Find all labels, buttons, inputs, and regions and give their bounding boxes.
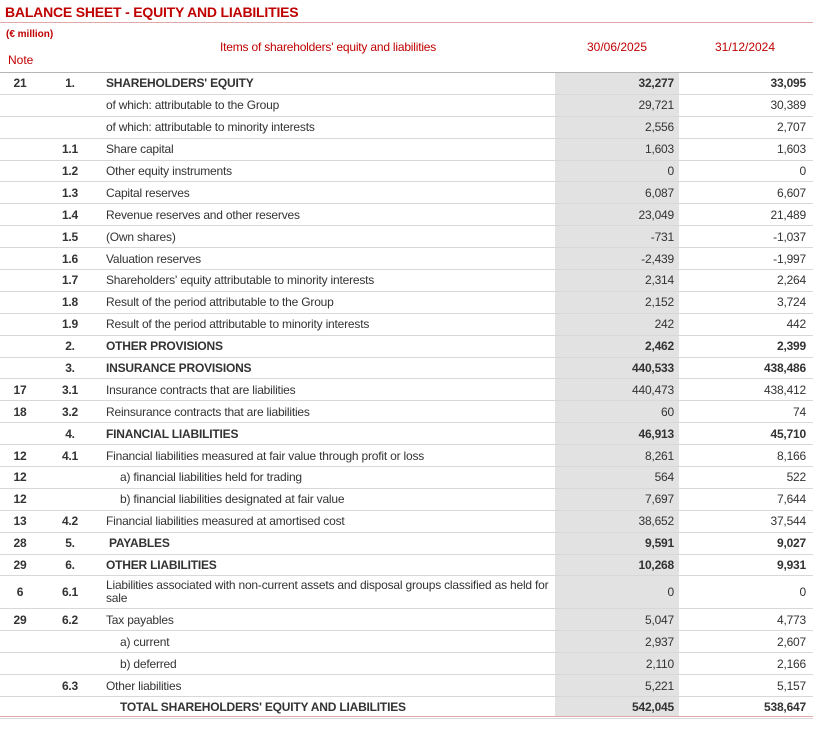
note-cell [0, 423, 40, 444]
item-label-cell: Share capital [106, 142, 174, 157]
table-row [0, 226, 813, 248]
value-30-06-2025-cell: 10,268 [638, 558, 674, 573]
table-row [0, 139, 813, 161]
item-number-cell: 1. [65, 76, 75, 91]
value-30-06-2025-cell: 2,556 [644, 120, 674, 135]
value-30-06-2025-cell: 2,937 [644, 634, 674, 649]
item-number-cell: 1.4 [61, 207, 79, 222]
item-number-cell [52, 653, 88, 674]
table-row [0, 95, 813, 117]
note-cell [0, 204, 40, 225]
value-30-06-2025-cell: 46,913 [638, 426, 674, 441]
value-31-12-2024-cell: 2,707 [776, 120, 806, 135]
table-row [0, 511, 813, 533]
table-row [0, 336, 813, 358]
note-cell [0, 631, 40, 652]
table-row [0, 675, 813, 697]
item-number-cell [52, 489, 88, 510]
item-label-cell: Other equity instruments [106, 164, 232, 178]
value-30-06-2025-cell: 440,533 [632, 361, 674, 376]
note-cell [0, 336, 40, 357]
table-row [0, 182, 813, 204]
table-row [0, 270, 813, 292]
item-number-cell: 1.2 [61, 164, 79, 178]
value-30-06-2025-cell: 7,697 [644, 492, 674, 507]
value-30-06-2025-cell: 60 [661, 404, 674, 419]
note-cell [0, 697, 40, 718]
note-cell [0, 270, 40, 291]
item-label-cell: Shareholders' equity attributable to minority interests [106, 273, 375, 288]
value-30-06-2025-cell: 5,047 [644, 612, 674, 627]
value-30-06-2025-cell: 2,462 [644, 339, 674, 354]
value-31-12-2024-cell: 1,603 [776, 142, 806, 157]
value-30-06-2025-cell: 32,277 [638, 76, 674, 91]
note-cell [0, 117, 40, 138]
table-row [0, 489, 813, 511]
item-label-cell: PAYABLES [109, 536, 170, 551]
item-number-cell [52, 117, 88, 138]
value-30-06-2025-cell: -731 [650, 229, 674, 244]
table-row [0, 609, 813, 631]
note-cell [0, 292, 40, 313]
item-number-cell: 5. [65, 536, 75, 551]
value-30-06-2025-cell: 1,603 [644, 142, 674, 157]
note-cell [0, 653, 40, 674]
value-30-06-2025-cell: 38,652 [638, 514, 674, 529]
item-number-cell [52, 697, 88, 718]
item-number-cell: 6.2 [61, 612, 79, 627]
item-label-cell: a) current [120, 634, 170, 649]
table-row [0, 467, 813, 489]
value-30-06-2025-cell: 2,314 [644, 273, 674, 288]
value-30-06-2025-cell: 6,087 [644, 185, 674, 200]
value-31-12-2024-cell: 438,486 [764, 361, 806, 376]
item-number-cell: 1.8 [61, 295, 79, 310]
item-number-cell: 3. [65, 361, 75, 376]
value-31-12-2024-cell: 8,166 [776, 448, 806, 463]
value-31-12-2024-cell: -1,037 [773, 229, 806, 244]
item-label-cell: Valuation reserves [106, 251, 201, 266]
table-row [0, 204, 813, 226]
item-number-cell: 4. [65, 426, 75, 441]
item-label-cell: Tax payables [106, 612, 174, 627]
item-number-cell: 6.3 [61, 678, 79, 693]
table-row [0, 73, 813, 95]
item-label-cell: FINANCIAL LIABILITIES [106, 426, 239, 441]
item-number-cell: 1.6 [61, 251, 79, 266]
item-label-cell: SHAREHOLDERS' EQUITY [106, 76, 254, 91]
value-31-12-2024-cell: 30,389 [770, 98, 806, 113]
value-30-06-2025-cell: 23,049 [638, 207, 674, 222]
value-31-12-2024-cell: 4,773 [776, 612, 806, 627]
value-31-12-2024-cell: 7,644 [776, 492, 806, 507]
table-row [0, 161, 813, 183]
title-divider [0, 22, 813, 23]
note-cell [0, 182, 40, 203]
item-label-cell: (Own shares) [106, 229, 176, 244]
item-number-cell: 6.1 [61, 585, 79, 600]
item-label-cell: TOTAL SHAREHOLDERS' EQUITY AND LIABILITIES [120, 700, 406, 715]
item-label-cell: b) financial liabilities designated at fair value [120, 492, 345, 507]
note-cell [0, 675, 40, 696]
table-row [0, 248, 813, 270]
note-cell [0, 161, 40, 182]
note-cell: 13 [13, 514, 27, 529]
value-31-12-2024-cell: 33,095 [770, 76, 806, 91]
table-row [0, 576, 813, 609]
item-number-cell: 3.1 [61, 382, 79, 397]
items-column-header: Items of shareholders' equity and liabilities [220, 40, 437, 54]
table-row [0, 555, 813, 577]
value-30-06-2025-cell: 564 [654, 470, 674, 485]
value-31-12-2024-cell: 0 [799, 164, 806, 178]
item-label-cell: Result of the period attributable to the Group [106, 295, 334, 310]
value-31-12-2024-cell: 21,489 [770, 207, 806, 222]
value-31-12-2024-cell: 2,166 [776, 656, 806, 671]
note-cell [0, 358, 40, 379]
value-31-12-2024-cell: 438,412 [764, 382, 806, 397]
value-31-12-2024-cell: 2,607 [776, 634, 806, 649]
value-31-12-2024-cell: 37,544 [770, 514, 806, 529]
note-cell: 12 [13, 492, 27, 507]
item-number-cell: 6. [65, 558, 75, 573]
note-cell: 28 [13, 536, 27, 551]
value-30-06-2025-cell: 0 [667, 585, 674, 600]
value-31-12-2024-cell: 522 [786, 470, 806, 485]
note-cell: 17 [13, 382, 27, 397]
note-cell: 12 [13, 470, 27, 485]
balance-sheet-table [0, 73, 813, 719]
value-31-12-2024-cell: 442 [786, 317, 806, 332]
item-label-cell: Liabilities associated with non-current assets and disposal groups classified as held for sale [106, 578, 549, 606]
item-label-cell: Other liabilities [106, 678, 182, 693]
item-number-cell [52, 467, 88, 488]
value-31-12-2024-cell: 0 [799, 585, 806, 600]
page-title: BALANCE SHEET - EQUITY AND LIABILITIES [5, 4, 299, 20]
value-31-12-2024-cell: 9,931 [776, 558, 806, 573]
item-number-cell [52, 95, 88, 116]
item-number-cell: 1.7 [61, 273, 79, 288]
table-row [0, 379, 813, 401]
item-label-cell: Insurance contracts that are liabilities [106, 382, 296, 397]
note-cell [0, 95, 40, 116]
value-31-12-2024-cell: 2,399 [776, 339, 806, 354]
item-number-cell: 3.2 [61, 404, 79, 419]
value-31-12-2024-cell: -1,997 [773, 251, 806, 266]
value-31-12-2024-cell: 2,264 [776, 273, 806, 288]
table-row [0, 445, 813, 467]
note-cell [0, 139, 40, 160]
table-row [0, 292, 813, 314]
item-number-cell: 1.3 [61, 185, 79, 200]
item-label-cell: Result of the period attributable to minority interests [106, 317, 370, 332]
item-number-cell: 4.2 [61, 514, 79, 529]
item-label-cell: b) deferred [120, 656, 177, 671]
table-row [0, 401, 813, 423]
table-row [0, 314, 813, 336]
value-30-06-2025-cell: 8,261 [644, 448, 674, 463]
item-label-cell: Reinsurance contracts that are liabilities [106, 404, 310, 419]
value-30-06-2025-cell: 0 [667, 164, 674, 178]
value-30-06-2025-cell: 29,721 [638, 98, 674, 113]
item-label-cell: Financial liabilities measured at amortised cost [106, 514, 345, 529]
item-label-cell: OTHER LIABILITIES [106, 558, 217, 573]
item-number-cell: 2. [65, 339, 75, 354]
note-cell: 18 [13, 404, 27, 419]
value-31-12-2024-cell: 6,607 [776, 185, 806, 200]
note-cell: 6 [16, 585, 24, 600]
item-number-cell: 1.9 [61, 317, 79, 332]
value-31-12-2024-cell: 538,647 [764, 700, 806, 715]
table-row [0, 533, 813, 555]
table-row [0, 117, 813, 139]
table-row [0, 358, 813, 380]
value-31-12-2024-cell: 5,157 [776, 678, 806, 693]
item-label-cell: OTHER PROVISIONS [106, 339, 223, 354]
value-31-12-2024-cell: 3,724 [776, 295, 806, 310]
note-cell: 29 [13, 612, 27, 627]
unit-label: (€ million) [6, 29, 54, 40]
item-label-cell: a) financial liabilities held for trading [120, 470, 302, 485]
item-number-cell: 1.5 [61, 229, 79, 244]
value-30-06-2025-cell: 242 [654, 317, 674, 332]
item-number-cell: 1.1 [61, 142, 79, 157]
value-31-12-2024-cell: 9,027 [776, 536, 806, 551]
value-30-06-2025-cell: 542,045 [632, 700, 674, 715]
note-cell: 29 [13, 558, 27, 573]
item-number-cell [52, 631, 88, 652]
note-cell [0, 314, 40, 335]
item-number-cell: 4.1 [61, 448, 79, 463]
value-30-06-2025-cell: -2,439 [641, 251, 674, 266]
note-column-header: Note [8, 53, 34, 67]
item-label-cell: Revenue reserves and other reserves [106, 207, 300, 222]
date2-column-header: 31/12/2024 [714, 40, 776, 54]
item-label-cell: of which: attributable to the Group [106, 98, 280, 113]
value-31-12-2024-cell: 74 [793, 404, 806, 419]
note-cell [0, 226, 40, 247]
note-cell: 12 [13, 448, 27, 463]
item-label-cell: Financial liabilities measured at fair value through profit or loss [106, 448, 425, 463]
date1-column-header: 30/06/2025 [586, 40, 648, 54]
value-30-06-2025-cell: 9,591 [644, 536, 674, 551]
value-30-06-2025-cell: 5,221 [644, 678, 674, 693]
table-row [0, 653, 813, 675]
value-31-12-2024-cell: 45,710 [770, 426, 806, 441]
table-bottom-divider [0, 716, 813, 717]
note-cell: 21 [13, 76, 27, 91]
table-row [0, 423, 813, 445]
value-30-06-2025-cell: 2,152 [644, 295, 674, 310]
note-cell [0, 248, 40, 269]
item-label-cell: INSURANCE PROVISIONS [106, 361, 252, 376]
item-label-cell: Capital reserves [106, 185, 190, 200]
table-row [0, 631, 813, 653]
value-30-06-2025-cell: 440,473 [632, 382, 674, 397]
value-30-06-2025-cell: 2,110 [645, 656, 674, 671]
item-label-cell: of which: attributable to minority interests [106, 120, 315, 135]
